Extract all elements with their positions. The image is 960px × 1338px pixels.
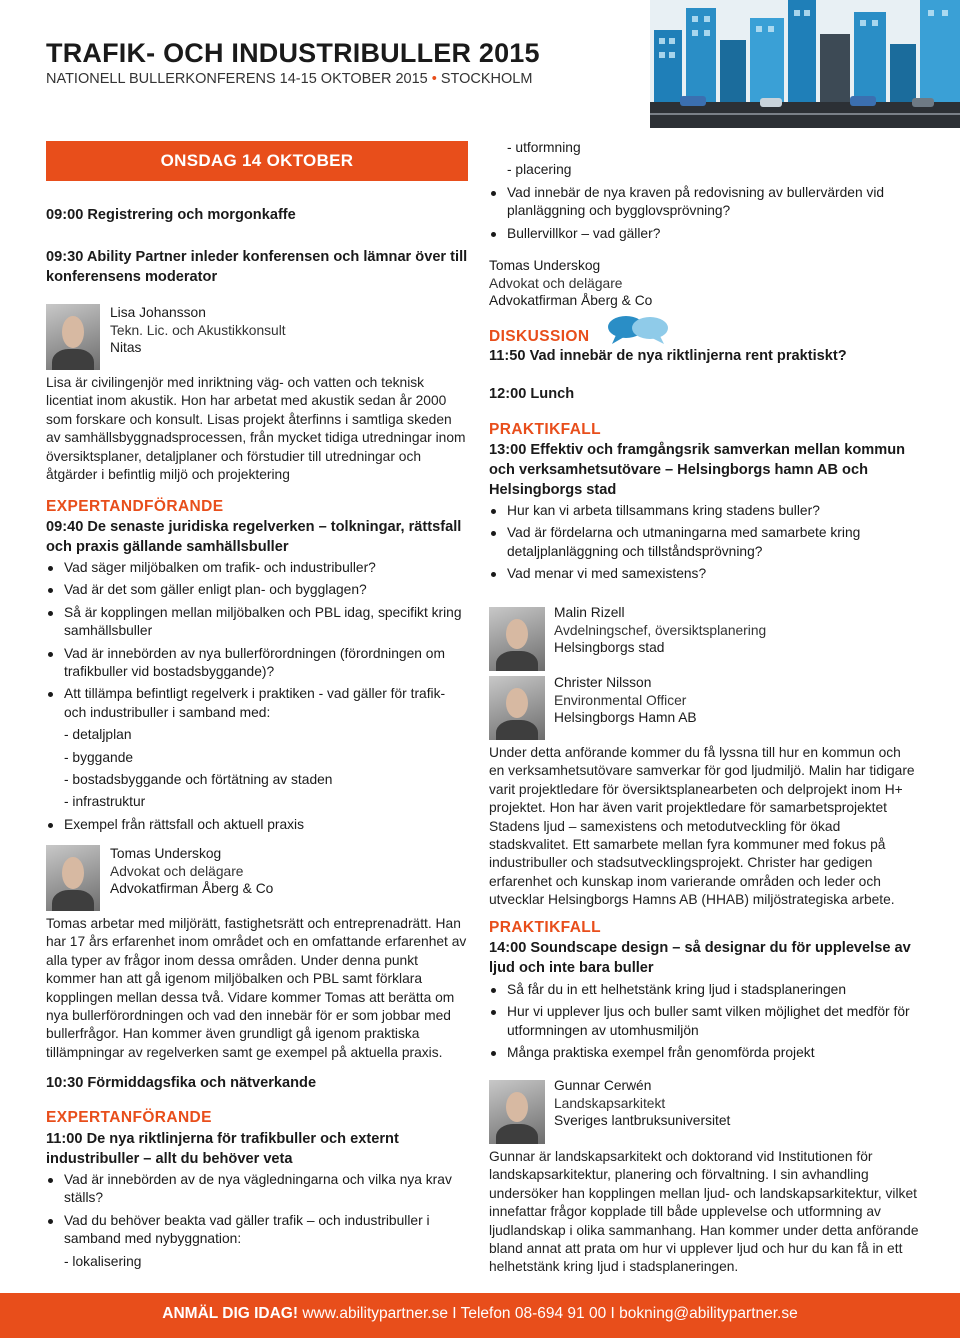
section-label-expertandforande: EXPERTANDFÖRANDE <box>46 498 224 515</box>
talk-soundscape: 14:00 Soundscape design – så designar du för upplevelse av ljud och inte bara buller <box>489 940 911 976</box>
list-item: Många praktiska exempel från genomförda projekt <box>489 1044 919 1062</box>
list-item: - detaljplan <box>64 727 132 743</box>
agenda-fika: 10:30 Förmiddagsfika och nätverkande <box>46 1075 317 1091</box>
list-item: Vad är innebörden av de nya vägledningarna och vilka nya krav ställs? <box>46 1171 470 1208</box>
page-title: TRAFIK- OCH INDUSTRIBULLER 2015 <box>46 38 540 68</box>
subtitle-dot: • <box>431 71 437 87</box>
section-label-diskussion: DISKUSSION <box>489 328 590 345</box>
talk-diskussion: 11:50 Vad innebär de nya riktlinjerna rent praktiskt? <box>489 348 847 364</box>
speaker-name: Tomas Underskog <box>110 846 222 861</box>
footer-banner <box>0 1293 960 1338</box>
list-item: Vad menar vi med samexistens? <box>489 565 919 583</box>
list-item: Så är kopplingen mellan miljöbalken och PBL idag, specifikt kring samhällsbuller <box>46 604 470 641</box>
speaker-photo-lisa <box>46 304 100 370</box>
list-item: Att tillämpa befintligt regelverk i praktiken - vad gäller för trafik- och industribuller i samband med: <box>46 685 470 722</box>
list-item: Så får du in ett helhetstänk kring ljud i stadsplaneringen <box>489 981 919 999</box>
city-illustration <box>650 0 960 128</box>
speaker-lisa <box>110 304 286 357</box>
speaker-tomas-2 <box>489 257 652 310</box>
speaker-role: Environmental Officer <box>554 692 687 708</box>
speaker-name: Lisa Johansson <box>110 305 206 320</box>
speaker-name: Malin Rizell <box>554 605 625 620</box>
list-item: - bostadsbyggande och förtätning av staden <box>64 772 333 788</box>
footer-contact[interactable]: www.abilitypartner.se I Telefon 08-694 91 00 I bokning@abilitypartner.se <box>302 1305 798 1322</box>
list-item: - utformning <box>507 140 581 155</box>
section-label-praktikfall-2: PRAKTIKFALL <box>489 919 602 936</box>
bio-tomas: Tomas arbetar med miljörätt, fastighetsrätt och entreprenadrätt. Han har 17 års erfarenhet inom området och en omfattande erfarenhet av alla typer av frågor inom dessa områden. Under denna punkt kommer han att gå igenom miljöbalken och PBL samt förklara kopplingen mellan dessa två. Vidare kommer Tomas att berätta om nya bullerförordningen och vad den innebär för er som jobbar med bullerfrågor. Han kommer även grundligt gå igenom praktiska tillämpningar av regelverken samt ge exempel på aktuella praxis. <box>46 916 467 1060</box>
speaker-org: Sveriges lantbruksuniversitet <box>554 1113 731 1129</box>
day-banner: ONSDAG 14 OKTOBER <box>46 141 468 181</box>
agenda-lunch: 12:00 Lunch <box>489 386 575 402</box>
subtitle-event: NATIONELL BULLERKONFERENS 14-15 OKTOBER 2015 <box>46 71 428 87</box>
speaker-role: Tekn. Lic. och Akustikkonsult <box>110 322 286 338</box>
speech-bubbles-icon <box>606 315 670 345</box>
section-label-expertanforande: EXPERTANFÖRANDE <box>46 1109 212 1126</box>
list-item: Hur vi upplever ljus och buller samt vilken möjlighet det medför för utformningen av utomhusmiljön <box>489 1003 919 1040</box>
page-subtitle <box>46 71 532 87</box>
speaker-org: Advokatfirman Åberg & Co <box>110 881 274 897</box>
speaker-photo-tomas <box>46 845 100 911</box>
list-item: Vad är innebörden av nya bullerförordningen (förordningen om trafikbuller vid bostadsbyggande)? <box>46 645 470 682</box>
topic-list-juridik <box>46 559 470 838</box>
talk-riktlinjer: 11:00 De nya riktlinjerna för trafikbuller och externt industribuller – allt du behöver veta <box>46 1131 399 1167</box>
speaker-role: Advokat och delägare <box>489 275 623 291</box>
list-item: - byggande <box>64 749 134 765</box>
topic-list-samverkan <box>489 502 919 588</box>
speaker-org: Nitas <box>110 340 142 356</box>
agenda-registration: 09:00 Registrering och morgonkaffe <box>46 207 296 223</box>
list-item: - lokalisering <box>64 1253 142 1269</box>
speaker-name: Christer Nilsson <box>554 675 652 690</box>
speaker-name: Gunnar Cerwén <box>554 1078 652 1093</box>
speaker-photo-malin <box>489 607 545 671</box>
speaker-org: Advokatfirman Åberg & Co <box>489 293 653 309</box>
bio-lisa: Lisa är civilingenjör med inriktning väg- och vatten och teknisk licentiat inom akustik. Hon har arbetat med akustik sedan år 2000 som forskare och konsult. Lisas projekt återfinns i samtliga skeden av samhällsbyggnadsprocessen, från mycket tidiga utredningar inom översiktsplaner, detaljplaner och förstudier till utredningar och åtgärder i befintlig miljö och projektering <box>46 375 466 483</box>
speaker-org: Helsingborgs Hamn AB <box>554 710 697 726</box>
speaker-christer <box>554 674 697 727</box>
speaker-gunnar <box>554 1077 730 1130</box>
list-item: Vad du behöver beakta vad gäller trafik – och industribuller i samband med nybyggnation: <box>46 1212 470 1249</box>
speaker-org: Helsingborgs stad <box>554 640 665 656</box>
speaker-role: Landskapsarkitekt <box>554 1095 666 1111</box>
speaker-malin <box>554 604 766 657</box>
list-item: Vad är det som gäller enligt plan- och bygglagen? <box>46 581 470 599</box>
topic-list-continued <box>489 139 919 247</box>
topic-list-soundscape <box>489 981 919 1067</box>
list-item: Exempel från rättsfall och aktuell praxis <box>46 816 470 834</box>
list-item: Vad är fördelarna och utmaningarna med samarbete kring detaljplanläggning och tillståndsprövning? <box>489 524 919 561</box>
bio-gunnar: Gunnar är landskapsarkitekt och doktorand vid Institutionen för landskapsarkitektur, planering och förvaltning. I sin avhandling undersöker han kopplingen mellan ljud- och landskapsarkitektur, vilket innefattar frågor kopplade till både upplevelse och utformning av ljudlandskap i olika sammanhang. Han kommer under detta anförande bland annat att prata om hur vi upplever ljud och hur du kan få in ett helhetstänk kring ljud i stadsplaneringen. <box>489 1149 919 1275</box>
list-item: Vad säger miljöbalken om trafik- och industribuller? <box>46 559 470 577</box>
list-item: Vad innebär de nya kraven på redovisning av bullervärden vid planläggning och bygglovsprövning? <box>489 184 919 221</box>
speaker-name: Tomas Underskog <box>489 258 601 273</box>
list-item: Hur kan vi arbeta tillsammans kring stadens buller? <box>489 502 919 520</box>
talk-juridik: 09:40 De senaste juridiska regelverken – tolkningar, rättsfall och praxis gällande samhällsbuller <box>46 519 462 555</box>
footer-cta[interactable]: ANMÄL DIG IDAG! <box>162 1305 299 1322</box>
speaker-tomas <box>110 845 273 898</box>
list-item: - infrastruktur <box>64 794 146 810</box>
section-label-praktikfall: PRAKTIKFALL <box>489 421 602 438</box>
agenda-opening: 09:30 Ability Partner inleder konferensen och lämnar över till konferensens moderator <box>46 249 468 285</box>
subtitle-city: STOCKHOLM <box>440 71 533 87</box>
speaker-role: Avdelningschef, översiktsplanering <box>554 622 767 638</box>
speaker-photo-christer <box>489 676 545 740</box>
bio-helsingborg: Under detta anförande kommer du få lyssna till hur en kommun och en verksamhetsutövare samverkar för god ljudmiljö. Malin har tidigare varit projektledare för översiktsplanearbeten och delprojekt inom H+ projektet. Hon har även varit projektledare för samarbetsprojektet Stadens ljud – samexistens och metodutveckling för ökad stadskvalitet. Ett samarbete mellan fyra kommuner med fokus på industribuller och stadsutvecklingsprojekt. Christer har gedigen erfarenhet och kunskap inom varierande områden och leder och utvecklar Helsingborgs Hamns AB (HHAB) miljöstrategiska arbete. <box>489 745 915 908</box>
city-skyline-graphic <box>650 0 960 128</box>
speaker-photo-gunnar <box>489 1080 545 1144</box>
list-item: - placering <box>507 162 572 178</box>
speaker-role: Advokat och delägare <box>110 863 244 879</box>
talk-samverkan: 13:00 Effektiv och framgångsrik samverkan mellan kommun och verksamhetsutövare – Helsingborgs hamn AB och Helsingborgs stad <box>489 442 906 498</box>
topic-list-riktlinjer <box>46 1171 470 1275</box>
list-item: Bullervillkor – vad gäller? <box>489 225 919 243</box>
